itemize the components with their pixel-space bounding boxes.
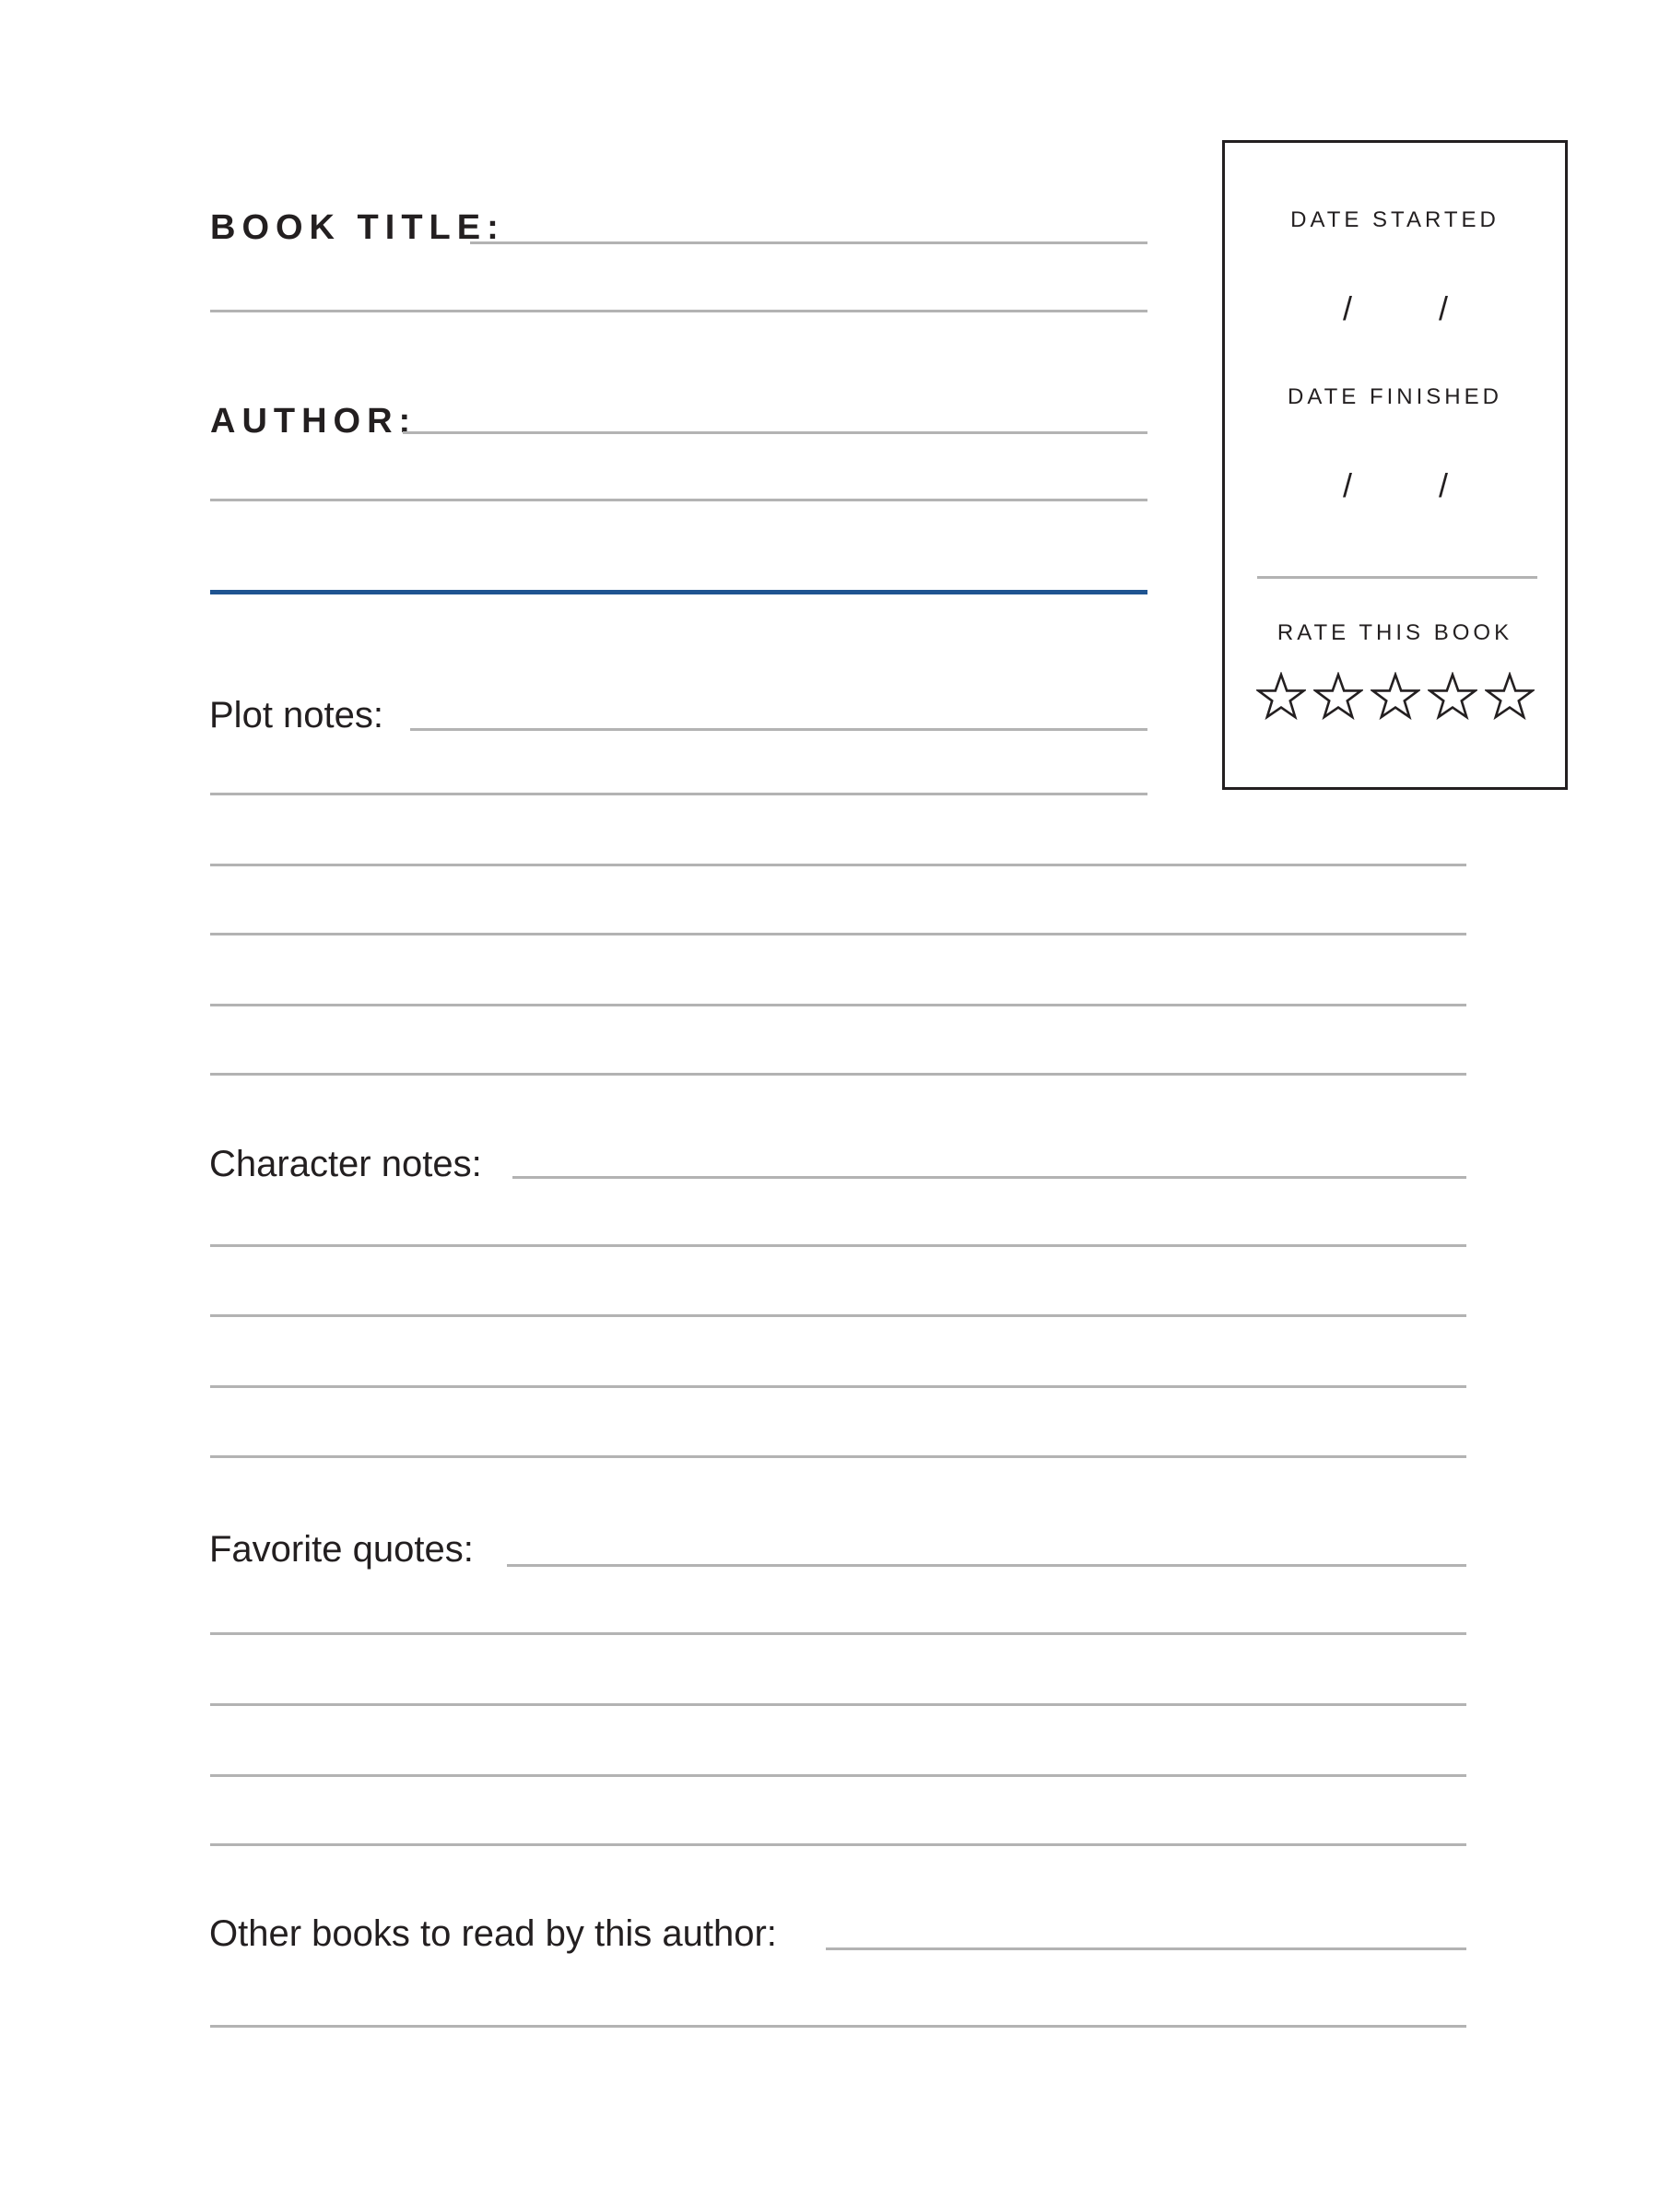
- plot-notes-line[interactable]: [210, 1004, 1466, 1006]
- plot-notes-line[interactable]: [210, 933, 1466, 935]
- star-icon[interactable]: [1485, 672, 1535, 722]
- character-notes-line[interactable]: [512, 1176, 1466, 1179]
- favorite-quotes-label: Favorite quotes:: [209, 1529, 474, 1570]
- character-notes-line[interactable]: [210, 1385, 1466, 1388]
- date-finished-separator: /: [1439, 466, 1449, 504]
- favorite-quotes-line[interactable]: [210, 1774, 1466, 1777]
- author-label: AUTHOR:: [210, 402, 418, 441]
- character-notes-line[interactable]: [210, 1314, 1466, 1317]
- character-notes-line[interactable]: [210, 1455, 1466, 1458]
- star-icon[interactable]: [1313, 672, 1363, 722]
- date-finished-field[interactable]: [1280, 458, 1511, 513]
- star-icon[interactable]: [1256, 672, 1306, 722]
- character-notes-label: Character notes:: [209, 1144, 482, 1184]
- date-finished-separator: /: [1343, 466, 1353, 504]
- plot-notes-label: Plot notes:: [209, 695, 384, 735]
- date-started-label: DATE STARTED: [1290, 207, 1500, 232]
- favorite-quotes-line[interactable]: [210, 1632, 1466, 1635]
- date-started-separator: /: [1439, 289, 1449, 327]
- book-title-label: BOOK TITLE:: [210, 208, 505, 247]
- book-title-line-2[interactable]: [210, 310, 1147, 312]
- author-line[interactable]: [403, 431, 1147, 434]
- favorite-quotes-line[interactable]: [507, 1564, 1466, 1567]
- rate-this-book-label: RATE THIS BOOK: [1277, 620, 1513, 645]
- plot-notes-line[interactable]: [210, 864, 1466, 866]
- star-icon[interactable]: [1371, 672, 1420, 722]
- favorite-quotes-line[interactable]: [210, 1843, 1466, 1846]
- star-rating[interactable]: [1256, 672, 1535, 722]
- other-books-label: Other books to read by this author:: [209, 1913, 777, 1954]
- other-books-line[interactable]: [210, 2025, 1466, 2028]
- plot-notes-line[interactable]: [210, 1073, 1466, 1076]
- author-line-2[interactable]: [210, 499, 1147, 501]
- reading-info-box: [1222, 140, 1568, 790]
- date-started-separator: /: [1343, 289, 1353, 327]
- star-icon[interactable]: [1428, 672, 1477, 722]
- book-title-line[interactable]: [470, 241, 1147, 244]
- plot-notes-line[interactable]: [210, 793, 1147, 795]
- plot-notes-line[interactable]: [410, 728, 1147, 731]
- box-divider: [1257, 576, 1537, 579]
- date-started-field[interactable]: [1280, 281, 1511, 336]
- other-books-line[interactable]: [826, 1947, 1466, 1950]
- section-divider: [210, 590, 1147, 594]
- character-notes-line[interactable]: [210, 1244, 1466, 1247]
- date-finished-label: DATE FINISHED: [1288, 384, 1502, 409]
- favorite-quotes-line[interactable]: [210, 1703, 1466, 1706]
